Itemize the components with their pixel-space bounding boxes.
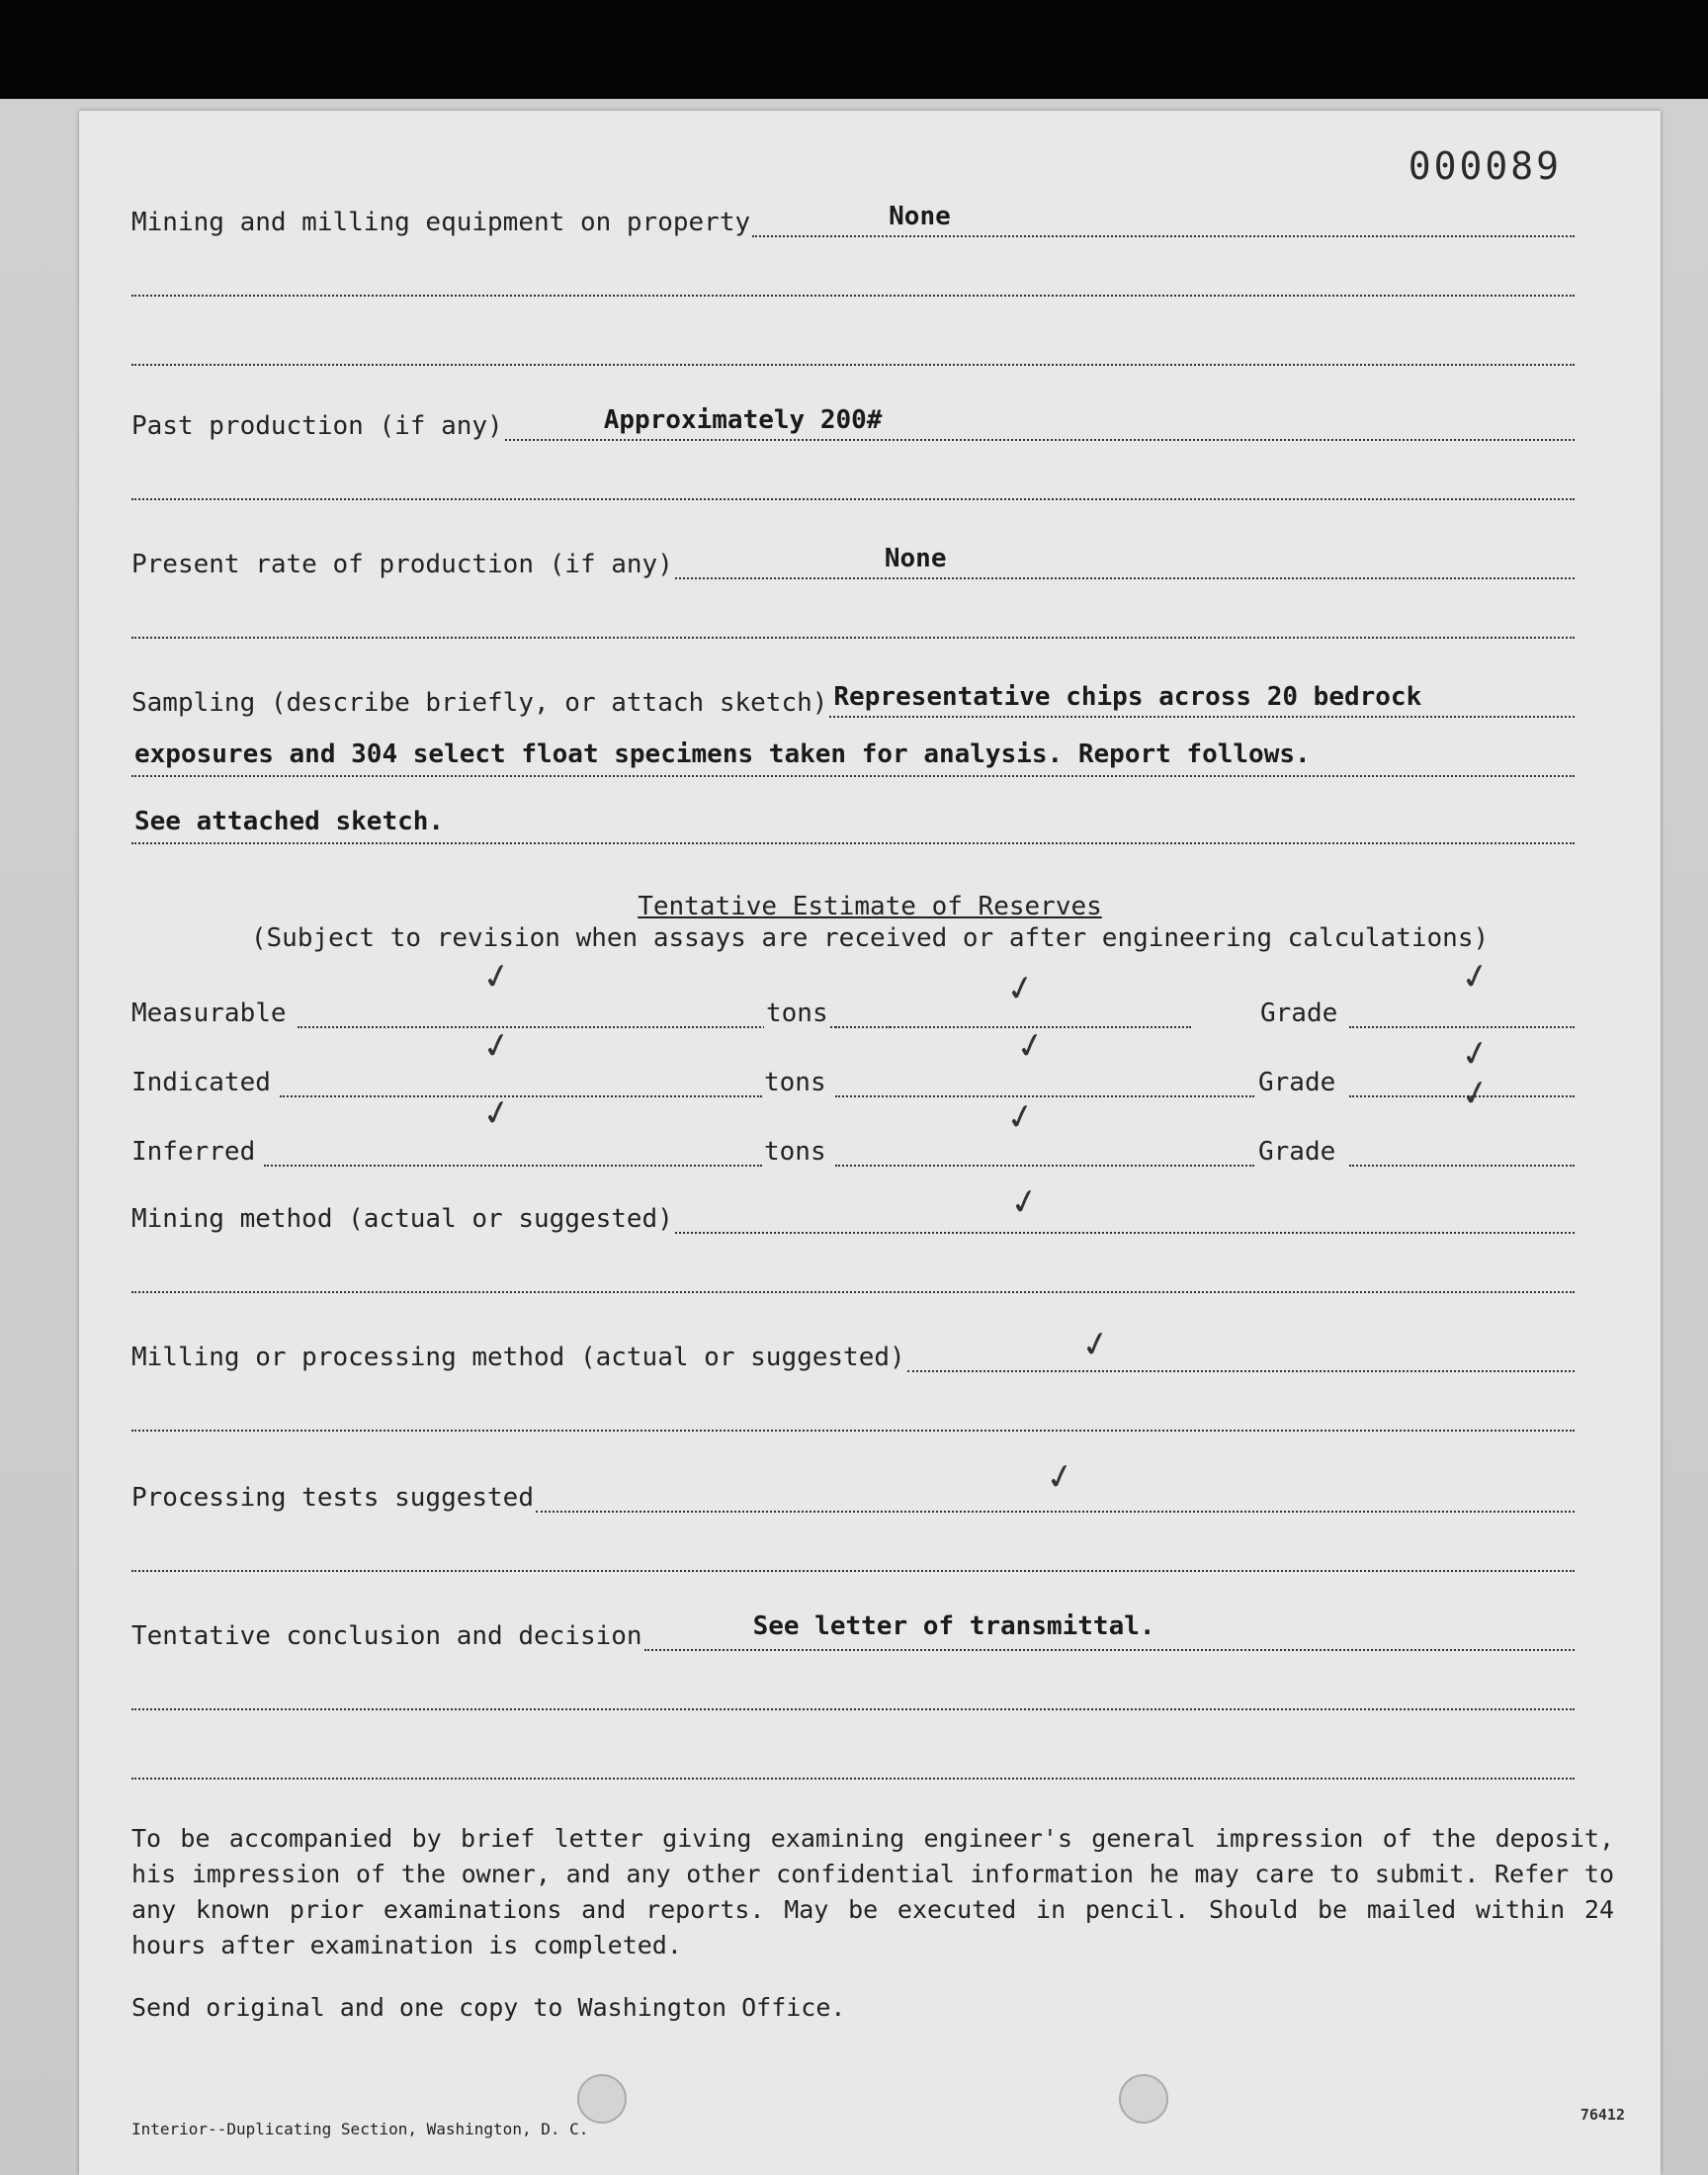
send-note: Send original and one copy to Washington Office. xyxy=(131,1993,846,2022)
blank-line xyxy=(131,1776,1575,1780)
grade-label: Grade xyxy=(1260,999,1338,1028)
blank-line xyxy=(131,840,1575,844)
checkmark-icon: ✓ xyxy=(1078,1318,1112,1369)
reserves-row-inferred xyxy=(131,1131,1575,1167)
field-label: Mining and milling equipment on property xyxy=(131,208,751,237)
field-mining-method xyxy=(131,1194,1575,1234)
instructions-paragraph: To be accompanied by brief letter giving examining engineer's general impression of the deposit, his impression of the owner, and any other confidential information he may care to submit. Refer to any known prior examinations and reports. May be executed in pencil. Should be mailed within 24 hours after examination is completed. xyxy=(131,1824,1614,1959)
form-page xyxy=(79,111,1661,2175)
form-code: 76412 xyxy=(1580,2106,1625,2124)
field-value: None xyxy=(884,544,947,573)
field-sampling xyxy=(131,678,1575,718)
blank-line xyxy=(131,1289,1575,1293)
field-value: Representative chips across 20 bedrock xyxy=(833,682,1422,712)
field-value: Approximately 200# xyxy=(603,405,883,435)
field-conclusion xyxy=(131,1611,1575,1651)
tons-label: tons xyxy=(766,999,828,1028)
field-milling-method xyxy=(131,1333,1575,1372)
field-label: Milling or processing method (actual or suggested) xyxy=(131,1343,905,1372)
checkmark-icon: ✓ xyxy=(1458,1067,1492,1118)
reserves-row-label: Measurable xyxy=(131,999,287,1028)
grade-label: Grade xyxy=(1258,1068,1336,1097)
checkmark-icon: ✓ xyxy=(479,1087,513,1138)
grade-label: Grade xyxy=(1258,1137,1336,1167)
tons-label: tons xyxy=(764,1068,826,1097)
field-value: See letter of transmittal. xyxy=(752,1611,1155,1641)
checkmark-icon: ✓ xyxy=(1013,1019,1047,1071)
blank-line xyxy=(131,496,1575,500)
checkmark-icon: ✓ xyxy=(1458,1027,1492,1079)
field-label: Present rate of production (if any) xyxy=(131,550,673,579)
field-processing-tests xyxy=(131,1473,1575,1513)
field-label: Processing tests suggested xyxy=(131,1483,534,1513)
field-present-rate xyxy=(131,540,1575,579)
tons-label: tons xyxy=(764,1137,826,1167)
blank-line xyxy=(131,293,1575,297)
field-mining-equipment xyxy=(131,198,1575,237)
checkmark-icon: ✓ xyxy=(1003,1090,1037,1142)
reserves-row-label: Inferred xyxy=(131,1137,256,1167)
field-past-production xyxy=(131,401,1575,441)
field-label: Sampling (describe briefly, or attach sketch) xyxy=(131,688,828,718)
blank-line xyxy=(131,1428,1575,1432)
blank-line xyxy=(131,773,1575,777)
reserves-title: Tentative Estimate of Reserves xyxy=(638,892,1102,921)
checkmark-icon: ✓ xyxy=(1458,950,1492,1001)
blank-line xyxy=(131,362,1575,366)
checkmark-icon: ✓ xyxy=(1043,1450,1076,1502)
field-value: None xyxy=(889,202,951,231)
checkmark-icon: ✓ xyxy=(1007,1175,1041,1227)
blank-line xyxy=(131,1706,1575,1710)
field-label: Tentative conclusion and decision xyxy=(131,1621,642,1651)
reserves-subtitle: (Subject to revision when assays are received or after engineering calculations) xyxy=(250,923,1490,953)
sampling-value-line-3: See attached sketch. xyxy=(134,807,445,836)
scan-top-band xyxy=(0,0,1708,99)
checkmark-icon: ✓ xyxy=(1003,962,1037,1013)
checkmark-icon: ✓ xyxy=(479,950,513,1001)
punch-hole xyxy=(577,2074,627,2124)
footer-printer: Interior--Duplicating Section, Washington, D. C. xyxy=(131,2120,589,2138)
reserves-row-measurable xyxy=(131,993,1575,1028)
blank-line xyxy=(131,635,1575,639)
blank-line xyxy=(131,1568,1575,1572)
reserves-row-label: Indicated xyxy=(131,1068,271,1097)
field-label: Mining method (actual or suggested) xyxy=(131,1204,673,1234)
checkmark-icon: ✓ xyxy=(479,1019,513,1071)
sampling-value-line-2: exposures and 304 select float specimens taken for analysis. Report follows. xyxy=(134,740,1311,769)
punch-hole xyxy=(1119,2074,1168,2124)
document-number: 000089 xyxy=(1408,144,1562,188)
field-label: Past production (if any) xyxy=(131,411,503,441)
reserves-row-indicated xyxy=(131,1062,1575,1097)
